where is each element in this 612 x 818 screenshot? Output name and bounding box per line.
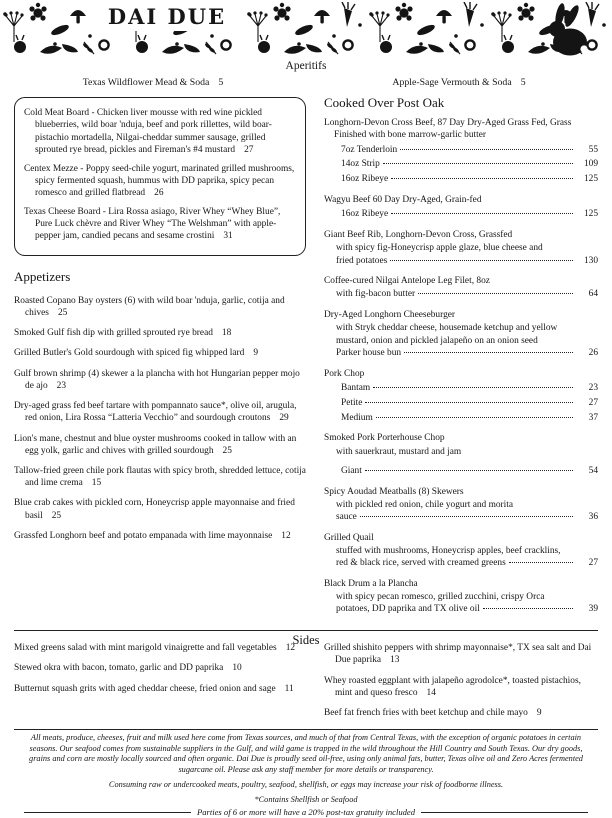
menu-item: Mixed greens salad with mint marigold vinaigrette and fall vegetables 12 (14, 643, 296, 654)
post-oak-item: Dry-Aged Longhorn Cheeseburger with Stryk cheddar cheese, housemade ketchup and yellow mustard, onion and pickled jalapeño on an onion seed Parker house bun 26 (324, 310, 598, 358)
price: 36 (588, 512, 598, 523)
item-name: Giant Beef Rib, Longhorn-Devon Cross, Grassfed (324, 230, 513, 241)
menu-item: Butternut squash grits with aged cheddar cheese, fried onion and sage 11 (14, 683, 294, 694)
size-option: Giant 54 (341, 465, 598, 476)
item-name: Longhorn-Devon Cross Beef, 87 Day Dry-Aged Grass Fed, Grass Finished with bone marrow-garlic butter (324, 117, 572, 140)
size-option: 7oz Tenderloin 55 (341, 144, 598, 155)
menu-item: Grilled shishito peppers with shrimp mayonnaise*, TX sea salt and Dai Due paprika 13 (324, 643, 592, 666)
right-column (306, 95, 598, 624)
consumer-advisory: Consuming raw or undercooked meats, poultry, seafood, shellfish, or eggs may increase your risk of foodborne illness. (108, 779, 504, 789)
price: 39 (588, 604, 598, 615)
price: 23 (588, 383, 598, 394)
price: 23 (56, 380, 67, 391)
price: 25 (222, 445, 232, 456)
size-option: Petite 27 (341, 398, 598, 408)
item-name: Smoked Pork Porterhouse Chop (324, 433, 445, 444)
item-name: Grilled Quail (324, 532, 374, 543)
price: 26 (154, 187, 164, 198)
post-oak-item: Smoked Pork Porterhouse Chop with sauerkraut, mustard and jam Giant 54 (324, 433, 598, 476)
price: 25 (57, 307, 68, 318)
drink-name: Apple-Sage Vermouth & Soda (392, 76, 512, 88)
postoak-heading: Cooked Over Post Oak (324, 94, 445, 110)
price: 109 (583, 159, 598, 170)
drink-item (306, 77, 612, 90)
price: 27 (244, 144, 254, 155)
price: 55 (588, 144, 598, 155)
price: 125 (583, 209, 598, 220)
menu-item: Grilled Butler's Gold sourdough with spiced fig whipped lard 9 (14, 348, 258, 359)
item-name: Wagyu Beef 60 Day Dry-Aged, Grain-fed (324, 194, 482, 205)
price: 5 (520, 76, 526, 88)
price: 27 (588, 558, 598, 569)
post-oak-item: Spicy Aoudad Meatballs (8) Skewers with pickled red onion, chile yogurt and morita sauce 36 (324, 486, 598, 523)
menu-item: Centex Mezze - Poppy seed-chile yogurt, marinated grilled mushrooms, spicy fermented squash, hummus with DD paprika, spicy pecan romesco and grilled flatbread 26 (24, 163, 295, 198)
price: 9 (536, 707, 542, 718)
aperitif-drinks (0, 77, 612, 90)
appetizers-heading: Appetizers (14, 268, 71, 284)
main-columns (0, 95, 612, 624)
price: 130 (583, 255, 598, 266)
item-name: Black Drum a la Plancha (324, 578, 418, 589)
menu-item: Roasted Copano Bay oysters (6) with wild boar 'nduja, garlic, cotija and chives 25 (14, 295, 285, 318)
sides-right-column (306, 642, 598, 727)
size-option: 16oz Ribeye 125 (341, 209, 598, 220)
size-option: 14oz Strip 109 (341, 159, 598, 170)
price: 15 (91, 478, 102, 489)
post-oak-item: Coffee-cured Nilgai Antelope Leg Filet, 8oz with fig-bacon butter 64 (324, 276, 598, 300)
post-oak-item: Giant Beef Rib, Longhorn-Devon Cross, Grassfed with spicy fig-Honeycrisp apple glaze, blue cheese and fried potatoes 130 (324, 230, 598, 266)
boards-box (14, 97, 306, 256)
price: 9 (253, 348, 258, 359)
price: 125 (583, 173, 598, 184)
banner (0, 0, 612, 58)
menu-item: Cold Meat Board - Chicken liver mousse with red wine pickled blueberries, wild boar 'nduja, beef and pork rillettes, wild boar-pistachio mortadella, Nilgai-cheddar summer sausage, grilled sprouted rye bread, pickles and Fireman's #4 mustard 27 (24, 108, 272, 155)
price: 27 (588, 398, 598, 408)
price: 11 (284, 683, 294, 694)
price: 37 (588, 412, 598, 423)
menu-item: Gulf brown shrimp (4) skewer a la plancha with hot Hungarian pepper mojo de ajo 23 (14, 368, 300, 391)
menu-item: Grassfed Longhorn beef and potato empanada with lime mayonnaise 12 (14, 530, 291, 541)
price: 18 (221, 328, 232, 339)
menu-item: Smoked Gulf fish dip with grilled sprouted rye bread 18 (14, 328, 232, 339)
footer-divider (14, 729, 598, 730)
gratuity-note: Parties of 6 or more will have a 20% post-tax gratuity included (24, 807, 588, 818)
price: 54 (588, 465, 598, 476)
item-name: Dry-Aged Longhorn Cheeseburger (324, 310, 456, 321)
menu-item: Dry-aged grass fed beef tartare with pompannato sauce*, olive oil, arugula, red onion, Lira Rossa “Latteria Vecchio” and sourdough croutons 29 (14, 401, 297, 424)
post-oak-item (324, 194, 598, 221)
menu-item: Tallow-fried green chile pork flautas with spicy broth, shredded lettuce, cotija and lime crema 15 (14, 465, 306, 489)
sides-section (0, 631, 612, 727)
price: 5 (218, 76, 224, 88)
right-rule (421, 812, 588, 813)
left-rule (24, 812, 191, 813)
sides-left-column (14, 642, 306, 727)
post-oak-item: Black Drum a la Plancha with spicy pecan romesco, grilled zucchini, crispy Orca potatoes, DD paprika and TX olive oil 39 (324, 578, 598, 615)
size-option: 16oz Ribeye 125 (341, 173, 598, 184)
price: 26 (588, 347, 598, 358)
item-name: Pork Chop (324, 368, 365, 379)
price: 12 (281, 530, 291, 541)
footer (0, 729, 612, 818)
menu-item: Texas Cheese Board - Lira Rossa asiago, River Whey “Whey Blue”, Pure Luck chèvre and River Whey “The Welshman” with apple-pepper jam, candied pecans and sesame crostini 31 (24, 206, 281, 242)
price: 31 (223, 231, 233, 242)
post-oak-item: Grilled Quail stuffed with mushrooms, Honeycrisp apples, beef cracklins, red & black rice, served with creamed greens 27 (324, 532, 598, 569)
drink-item (0, 77, 306, 90)
price: 12 (285, 643, 296, 654)
menu-item: Stewed okra with bacon, tomato, garlic and DD paprika 10 (14, 663, 242, 674)
aperitifs-heading: Aperitifs (285, 60, 327, 72)
price: 64 (588, 289, 598, 300)
price: 13 (390, 655, 400, 666)
size-option: Medium 37 (341, 412, 598, 423)
post-oak-item (324, 117, 598, 186)
price: 25 (51, 510, 62, 521)
price: 14 (426, 687, 436, 698)
item-name: Spicy Aoudad Meatballs (8) Skewers (324, 486, 464, 497)
sides-heading: Sides (292, 633, 320, 648)
menu-item: Whey roasted eggplant with jalapeño agrodolce*, toasted pistachios, mint and queso fresco 14 (324, 675, 581, 698)
price: 10 (232, 663, 242, 674)
post-oak-item (324, 368, 598, 424)
price: 29 (279, 413, 289, 424)
menu-item: Beef fat french fries with beet ketchup and chile mayo 9 (324, 707, 542, 718)
size-option: Bantam 23 (341, 383, 598, 394)
sourcing-notice: All meats, produce, cheeses, fruit and milk used here come from Texas sources, and much of that from Central Texas, with the exception of organic potatoes in certain seasons. Our seafood comes from sustainable suppliers in the Gulf, and wild game is trapped in the wild throughout the Hill Country and South Texas. Our dry goods, grains and corn are mostly locally sourced and often organic. Dai Due is proudly seed oil-free, using only animal fats, butter, Texas olive oil and Zero Acres fermented sugarcane oil. Please ask any staff member for more details or transparency. (29, 733, 583, 774)
shellfish-note: *Contains Shellfish or Seafood (254, 795, 358, 805)
drink-name: Texas Wildflower Mead & Soda (82, 76, 210, 88)
restaurant-title: DAI DUE (94, 3, 240, 30)
menu-item: Blue crab cakes with pickled corn, Honeycrisp apple mayonnaise and fried basil 25 (14, 498, 295, 521)
left-column (14, 95, 306, 624)
item-name: Coffee-cured Nilgai Antelope Leg Filet, 8oz (324, 276, 490, 287)
botanical-border-illustration (0, 0, 612, 58)
menu-item: Lion's mane, chestnut and blue oyster mushrooms cooked in tallow with an egg yolk, garlic and chives with grilled sourdough 25 (14, 433, 297, 456)
